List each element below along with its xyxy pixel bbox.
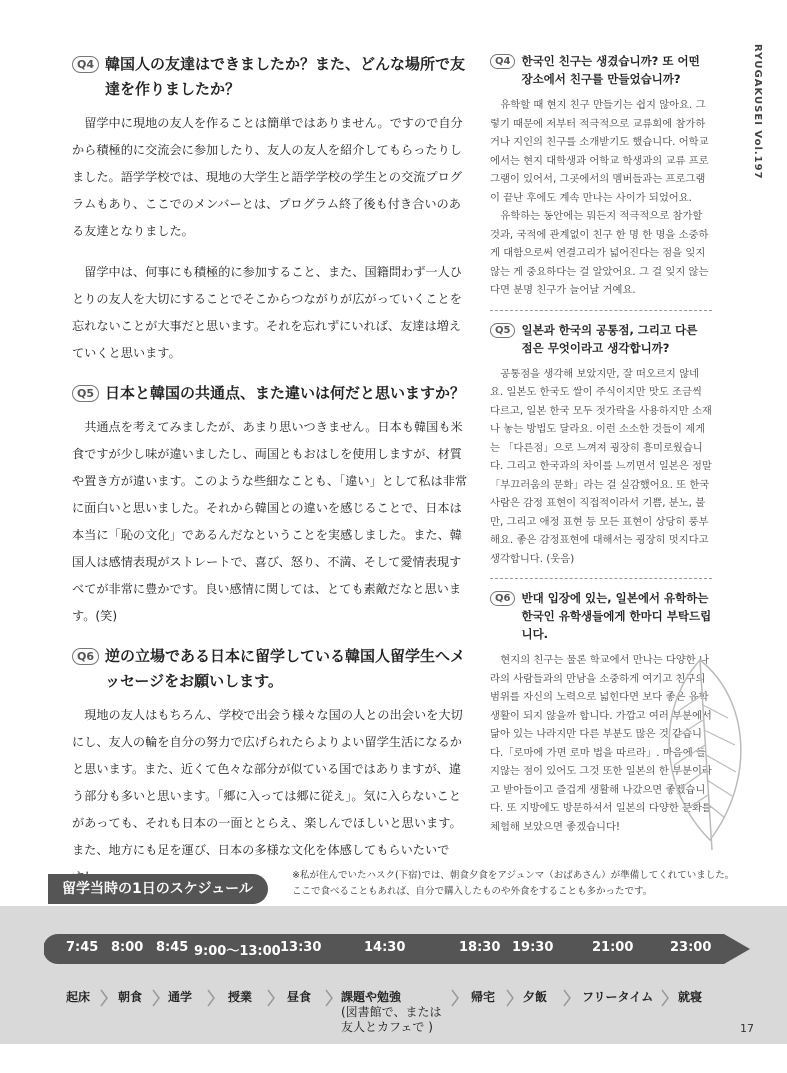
chevron-right-icon [660, 988, 670, 1008]
question-q4-ko [490, 52, 712, 88]
dashed-divider [490, 578, 712, 579]
q5-question-text: 日本と韓国の共通点、また違いは何だと思いますか？ [105, 384, 466, 402]
q6-answer-paragraph: 現地の友人はもちろん、学校で出会う様々な国の人との出会いを大切にし、友人の輪を自分の努力で広げられたらよりよい留学生活になるかと思います。また、近くて色々な部分が似ている国ではありますが、違う部分も多いと思います。「郷に入っては郷に従え」。気に入らないことがあっても、それも日本の一面ととらえ、楽しんでほしいと思います。また、地方にも足を運び、日本の多様な文化を体感してもらいたいで [72, 708, 463, 857]
time-label: 18:30 [459, 940, 501, 955]
activity-label: 授業 [228, 990, 253, 1004]
schedule-note-line-2: ここで食べることもあれば、自分で購入したものや外食をすることも多かったです。 [292, 886, 653, 897]
activity-label: 通学 [168, 990, 193, 1004]
q4-ko-answer-paragraph-1: 유학할 때 현지 친구 만들기는 쉽지 않아요. 그렇기 때문에 저부터 적극적으로 교류회에 참가하거나 지인의 친구를 소개받기도 했습니다. 어학교에서는 현지 대학생과 어학교 학생과의 교류 프로그램이 있어서, 그곳에서의 멤버들과는 프로그램이 끝난 후에도 계속 만나는 사이가 되었어요. [490, 99, 709, 204]
question-q5-ja [72, 381, 472, 406]
q4-ko-answer-paragraph-2: 유학하는 동안에는 뭐든지 적극적으로 참가할 것과, 국적에 관계없이 친구 한 명 한 명을 소중하게 대함으로써 연결고리가 넓어진다는 점을 잊지 않는 게 중요하다는 걸 알았어요. 그 걸 잊지 않는다면 분명 친구가 늘어날 거예요. [490, 210, 709, 296]
q6-badge: Q6 [72, 648, 99, 665]
activity-label: 夕飯 [523, 990, 548, 1004]
time-label: 14:30 [364, 940, 406, 955]
q5-ko-badge: Q5 [490, 323, 515, 338]
q4-ko-question-text: 한국인 친구는 생겼습니까? 또 어떤 장소에서 친구를 만들었습니까? [521, 54, 700, 86]
q4-ko-badge: Q4 [490, 54, 515, 69]
chevron-right-icon [450, 988, 460, 1008]
schedule-note-line-1: ※私が住んでいたハスク(下宿)では、朝食夕食をアジュンマ（おばあさん）が準備してくれていました。 [292, 870, 735, 881]
time-label: 23:00 [670, 940, 712, 955]
question-q6-ko [490, 589, 712, 643]
leaf-decoration-icon [640, 650, 760, 860]
japanese-column [72, 52, 472, 905]
activity-label: 朝食 [118, 990, 143, 1004]
time-label: 7:45 [66, 940, 99, 955]
q5-ko-question-text: 일본과 한국의 공통점, 그리고 다른 점은 무엇이라고 생각합니까? [521, 322, 698, 355]
time-label: 8:00 [111, 940, 144, 955]
chevron-right-icon [206, 988, 216, 1008]
time-label: 13:30 [280, 940, 322, 955]
activity-label: 就寝 [678, 990, 703, 1004]
q5-ko-answer-paragraph: 공통점을 생각해 보았지만, 잘 떠오르지 않네요. 일본도 한국도 쌀이 주식이지만 맛도 조금씩 다르고, 일본 한국 모두 젓가락을 사용하지만 소재나 놓는 방법도 달라요. 이런 소소한 것들이 제게는 「다른점」으로 느껴져 굉장히 흥미로웠습니다. 그리고 한국과의 차이를 느끼면서 일본은 정말 「부끄러움의 문화」라는 걸 실감했어요. 또 한국 사람은 감정 표현이 직접적이라서 기쁨, 분노, 불만, 그리고 애정 표현 등 모든 표현이 상당히 풍부해요. 좋은 감정표현에 대해서는 굉장히 멋지다고 생각합니다. (웃음) [490, 367, 712, 565]
magazine-side-label: RYUGAKUSEI Vol.197 [752, 44, 763, 180]
schedule-title: 留学当時の1日のスケジュール [48, 874, 268, 904]
chevron-right-icon [324, 988, 334, 1008]
q4-answer-paragraph-2: 留学中は、何事にも積極的に参加すること、また、国籍問わず一人ひとりの友人を大切にすることでそこからつながりが広がっていくことを忘れないことが大事だと思います。それを忘れずにいれば、友達は増えていくと思います。 [72, 265, 462, 360]
activity-label: 帰宅 [471, 990, 496, 1004]
activity-study [341, 990, 441, 1035]
q4-answer-paragraph-1: 留学中に現地の友人を作ることは簡単ではありません。ですので自分から積極的に交流会に参加したり、友人の友人を紹介してもらったりしました。語学学校では、現地の大学生と語学学校の学生との交流プログラムもあり、ここでのメンバーとは、プログラム終了後も付き合いのある友達となりました。 [72, 116, 463, 238]
activity-label: 昼食 [287, 990, 312, 1004]
q4-badge: Q4 [72, 56, 99, 73]
chevron-right-icon [151, 988, 161, 1008]
q6-question-text: 逆の立場である日本に留学している韓国人留学生へメッセージをお願いします。 [105, 647, 466, 690]
time-label: 21:00 [592, 940, 634, 955]
page-number: 17 [740, 1022, 754, 1035]
schedule-note [292, 868, 742, 900]
activity-label: 起床 [66, 990, 91, 1004]
q5-answer-paragraph: 共通点を考えてみましたが、あまり思いつきません。日本も韓国も米食ですが少し味が違いましたし、両国ともおはしを使用しますが、材質や置き方が違います。このような些細なことも、「違い」として私は非常に面白いと思いました。それから韓国との違いを感じることで、日本は本当に「恥の文化」であるんだなということを実感しました。また、韓国人は感情表現がストレートで、喜び、怒り、不満、そして愛情表現すべてが非常に豊かです。良い感情に関しては、とても素敵だなと思います。(笑) [72, 420, 468, 623]
activity-detail: 友人とカフェで ) [341, 1020, 433, 1034]
q5-ko-answer [490, 365, 712, 569]
question-q4-ja [72, 52, 472, 102]
chevron-right-icon [562, 988, 572, 1008]
time-label: 8:45 [156, 940, 189, 955]
time-label: 9:00〜13:00 [194, 944, 281, 959]
q6-ko-question-text: 반대 입장에 있는, 일본에서 유학하는 한국인 유학생들에게 한마디 부탁드립니다. [521, 591, 712, 641]
chevron-right-icon [99, 988, 109, 1008]
activity-label: フリータイム [582, 990, 654, 1004]
dashed-divider [490, 310, 712, 311]
question-q6-ja [72, 644, 472, 694]
question-q5-ko [490, 321, 712, 357]
chevron-right-icon [266, 988, 276, 1008]
q6-ko-badge: Q6 [490, 591, 515, 606]
q4-ko-answer [490, 96, 712, 300]
q5-badge: Q5 [72, 385, 99, 402]
activity-label: 課題や勉強 [341, 990, 402, 1004]
time-label: 19:30 [512, 940, 554, 955]
chevron-right-icon [505, 988, 515, 1008]
q4-question-text: 韓国人の友達はできましたか？また、どんな場所で友達を作りましたか？ [105, 55, 466, 98]
activity-detail: (図書館で、または [341, 1005, 442, 1019]
q6-ko-answer-paragraph: 현지의 친구는 물론 학교에서 만나는 다양한 나라의 사람들과의 만남을 소중하게 여기고 친구의 범위를 자신의 노력으로 넓힌다면 보다 좋은 유학 생활이 되지 않을까 합니다. 가깝고 여러 부분에서 닮아 있는 나라지만 다른 부분도 많은 것 같습니다.「로마에 가면 로마 법을 따르라」. 마음에 들지않는 점이 있어도 그것 또한 일본의 한 부분이라고 받아들이고 즐겁게 생활해 나갔으면 좋겠습니다. 또 지방에도 방문하셔서 일본의 다양한 문화를 체험해 보았으면 좋겠습니다! [490, 654, 712, 833]
